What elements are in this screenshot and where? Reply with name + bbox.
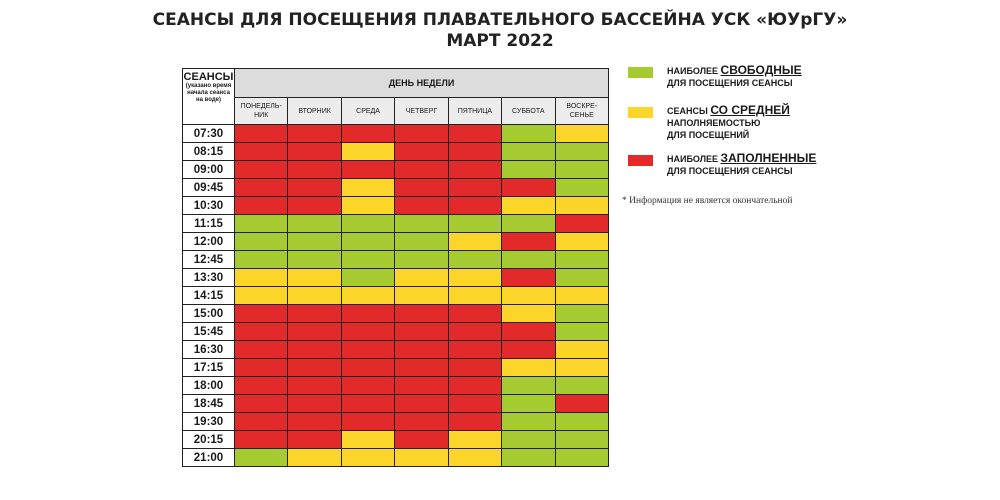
status-cell-red xyxy=(341,395,394,413)
status-cell-red xyxy=(395,323,448,341)
status-cell-green xyxy=(555,449,608,467)
status-cell-red xyxy=(502,323,555,341)
status-cell-red xyxy=(288,125,341,143)
status-cell-green xyxy=(502,413,555,431)
status-cell-red xyxy=(448,197,501,215)
status-cell-green xyxy=(235,449,288,467)
status-cell-green xyxy=(502,251,555,269)
session-time: 13:30 xyxy=(183,269,235,287)
status-cell-yellow xyxy=(235,287,288,305)
header-row xyxy=(183,69,609,98)
status-cell-yellow xyxy=(288,269,341,287)
table-row xyxy=(183,233,609,251)
status-cell-red xyxy=(235,197,288,215)
status-cell-yellow xyxy=(502,287,555,305)
legend-prefix: НАИБОЛЕЕ xyxy=(667,66,721,76)
status-cell-red xyxy=(395,161,448,179)
table-row xyxy=(183,323,609,341)
session-time: 18:45 xyxy=(183,395,235,413)
status-cell-green xyxy=(502,395,555,413)
status-cell-red xyxy=(395,395,448,413)
legend-prefix: СЕАНСЫ xyxy=(667,106,711,116)
status-cell-red xyxy=(341,413,394,431)
status-cell-red xyxy=(502,341,555,359)
legend-text xyxy=(667,152,816,177)
status-cell-green xyxy=(502,161,555,179)
legend-line: НАПОЛНЯЕМОСТЬЮ xyxy=(667,118,761,128)
status-cell-red xyxy=(288,143,341,161)
status-cell-green xyxy=(502,377,555,395)
status-cell-green xyxy=(288,233,341,251)
status-cell-green xyxy=(502,449,555,467)
status-cell-red xyxy=(395,359,448,377)
schedule-table xyxy=(182,68,609,467)
status-cell-red xyxy=(448,413,501,431)
status-cell-green xyxy=(555,323,608,341)
status-cell-red xyxy=(395,413,448,431)
status-cell-red xyxy=(235,161,288,179)
status-cell-red xyxy=(448,359,501,377)
status-cell-red xyxy=(288,197,341,215)
status-cell-red xyxy=(502,179,555,197)
table-row xyxy=(183,287,609,305)
table-row xyxy=(183,305,609,323)
status-cell-red xyxy=(395,377,448,395)
table-row xyxy=(183,377,609,395)
status-cell-red xyxy=(395,431,448,449)
title-line-1: СЕАНСЫ ДЛЯ ПОСЕЩЕНИЯ ПЛАВАТЕЛЬНОГО БАССЕЙНА УСК «ЮУрГУ» xyxy=(152,10,848,30)
status-cell-red xyxy=(288,413,341,431)
status-cell-red xyxy=(395,197,448,215)
status-cell-red xyxy=(555,215,608,233)
status-cell-red xyxy=(395,125,448,143)
status-cell-red xyxy=(288,377,341,395)
status-cell-green xyxy=(341,215,394,233)
status-cell-red xyxy=(288,359,341,377)
status-cell-green xyxy=(502,215,555,233)
status-cell-yellow xyxy=(235,269,288,287)
status-cell-red xyxy=(235,395,288,413)
status-cell-red xyxy=(448,143,501,161)
schedule-body xyxy=(183,125,609,467)
status-cell-red xyxy=(235,341,288,359)
legend-emphasis: ЗАПОЛНЕННЫЕ xyxy=(720,151,817,165)
session-time: 11:15 xyxy=(183,215,235,233)
status-cell-yellow xyxy=(555,125,608,143)
table-row xyxy=(183,251,609,269)
status-cell-red xyxy=(235,125,288,143)
status-cell-yellow xyxy=(555,233,608,251)
status-cell-green xyxy=(555,377,608,395)
session-time: 15:00 xyxy=(183,305,235,323)
status-cell-red xyxy=(288,395,341,413)
status-cell-green xyxy=(555,179,608,197)
status-cell-green xyxy=(555,143,608,161)
day-header: ВОСКРЕ- СЕНЬЕ xyxy=(555,98,608,125)
table-row xyxy=(183,413,609,431)
session-time: 19:30 xyxy=(183,413,235,431)
status-cell-yellow xyxy=(341,431,394,449)
legend-text xyxy=(667,104,790,141)
status-cell-red xyxy=(341,305,394,323)
table-row xyxy=(183,161,609,179)
status-cell-green xyxy=(341,233,394,251)
status-cell-green xyxy=(502,143,555,161)
disclaimer-note: * Информация не является окончательной xyxy=(622,196,793,206)
session-time: 12:00 xyxy=(183,233,235,251)
session-time: 20:15 xyxy=(183,431,235,449)
session-time: 17:15 xyxy=(183,359,235,377)
legend-line: ДЛЯ ПОСЕЩЕНИЯ СЕАНСЫ xyxy=(667,78,793,88)
session-time: 09:45 xyxy=(183,179,235,197)
status-cell-red xyxy=(341,341,394,359)
status-cell-green xyxy=(341,269,394,287)
status-cell-red xyxy=(448,125,501,143)
status-cell-yellow xyxy=(288,449,341,467)
status-cell-green xyxy=(448,215,501,233)
legend-swatch-yellow xyxy=(628,107,653,118)
status-cell-yellow xyxy=(341,287,394,305)
status-cell-red xyxy=(235,323,288,341)
status-cell-yellow xyxy=(448,287,501,305)
session-time: 18:00 xyxy=(183,377,235,395)
status-cell-green xyxy=(288,251,341,269)
status-cell-red xyxy=(288,323,341,341)
status-cell-red xyxy=(395,341,448,359)
status-cell-yellow xyxy=(341,143,394,161)
status-cell-yellow xyxy=(341,179,394,197)
table-row xyxy=(183,449,609,467)
table-row xyxy=(183,125,609,143)
status-cell-yellow xyxy=(395,449,448,467)
session-time: 16:30 xyxy=(183,341,235,359)
status-cell-red xyxy=(448,323,501,341)
legend-emphasis: СО СРЕДНЕЙ xyxy=(710,103,790,117)
status-cell-yellow xyxy=(555,359,608,377)
status-cell-red xyxy=(288,341,341,359)
status-cell-red xyxy=(341,323,394,341)
status-cell-red xyxy=(395,305,448,323)
legend-text xyxy=(667,64,802,89)
status-cell-green xyxy=(555,269,608,287)
status-cell-yellow xyxy=(341,449,394,467)
status-cell-yellow xyxy=(288,287,341,305)
status-cell-red xyxy=(235,431,288,449)
status-cell-green xyxy=(555,305,608,323)
day-header: СРЕДА xyxy=(341,98,394,125)
table-row xyxy=(183,431,609,449)
status-cell-green xyxy=(555,161,608,179)
status-cell-green xyxy=(502,125,555,143)
table-row xyxy=(183,269,609,287)
status-cell-green xyxy=(555,431,608,449)
status-cell-yellow xyxy=(502,305,555,323)
status-cell-red xyxy=(235,143,288,161)
table-row xyxy=(183,395,609,413)
table-row xyxy=(183,179,609,197)
status-cell-red xyxy=(448,179,501,197)
status-cell-green xyxy=(555,251,608,269)
status-cell-yellow xyxy=(341,197,394,215)
status-cell-red xyxy=(235,359,288,377)
session-time: 15:45 xyxy=(183,323,235,341)
status-cell-red xyxy=(235,179,288,197)
status-cell-green xyxy=(448,251,501,269)
table-row xyxy=(183,359,609,377)
status-cell-red xyxy=(502,269,555,287)
legend-swatch-red xyxy=(628,155,653,166)
session-time: 09:00 xyxy=(183,161,235,179)
day-header: ПЯТНИЦА xyxy=(448,98,501,125)
session-time: 21:00 xyxy=(183,449,235,467)
session-time: 14:15 xyxy=(183,287,235,305)
status-cell-yellow xyxy=(502,359,555,377)
status-cell-yellow xyxy=(502,197,555,215)
legend-swatch-green xyxy=(628,67,653,78)
session-time: 08:15 xyxy=(183,143,235,161)
session-time: 07:30 xyxy=(183,125,235,143)
status-cell-red xyxy=(341,359,394,377)
days-header: ДЕНЬ НЕДЕЛИ xyxy=(235,69,609,98)
status-cell-red xyxy=(341,377,394,395)
status-cell-green xyxy=(235,233,288,251)
day-header: ВТОРНИК xyxy=(288,98,341,125)
status-cell-green xyxy=(395,251,448,269)
page-title xyxy=(0,10,1000,52)
status-cell-green xyxy=(502,431,555,449)
sessions-header-title: СЕАНСЫ xyxy=(183,71,234,83)
status-cell-red xyxy=(555,395,608,413)
sessions-header-note: (указано время начала сеанса на воде) xyxy=(185,83,232,103)
day-header: ПОНЕДЕЛЬ- НИК xyxy=(235,98,288,125)
status-cell-yellow xyxy=(555,287,608,305)
table-row xyxy=(183,143,609,161)
sessions-header xyxy=(183,69,235,125)
status-cell-red xyxy=(448,305,501,323)
session-time: 10:30 xyxy=(183,197,235,215)
day-header: ЧЕТВЕРГ xyxy=(395,98,448,125)
status-cell-yellow xyxy=(448,431,501,449)
status-cell-red xyxy=(235,377,288,395)
status-cell-yellow xyxy=(395,269,448,287)
status-cell-red xyxy=(502,233,555,251)
status-cell-yellow xyxy=(395,287,448,305)
status-cell-red xyxy=(288,305,341,323)
status-cell-red xyxy=(448,377,501,395)
status-cell-red xyxy=(341,125,394,143)
status-cell-yellow xyxy=(448,449,501,467)
legend-emphasis: СВОБОДНЫЕ xyxy=(720,63,802,77)
status-cell-green xyxy=(235,251,288,269)
title-line-2: МАРТ 2022 xyxy=(446,31,554,51)
table-row xyxy=(183,197,609,215)
table-row xyxy=(183,341,609,359)
status-cell-red xyxy=(288,161,341,179)
status-cell-green xyxy=(395,215,448,233)
status-cell-red xyxy=(235,413,288,431)
status-cell-green xyxy=(235,215,288,233)
status-cell-red xyxy=(448,395,501,413)
table-row xyxy=(183,215,609,233)
legend-line: ДЛЯ ПОСЕЩЕНИЙ xyxy=(667,130,750,140)
legend-prefix: НАИБОЛЕЕ xyxy=(667,154,721,164)
status-cell-green xyxy=(341,251,394,269)
status-cell-red xyxy=(448,341,501,359)
status-cell-yellow xyxy=(448,233,501,251)
status-cell-green xyxy=(555,413,608,431)
status-cell-red xyxy=(395,179,448,197)
status-cell-red xyxy=(235,305,288,323)
session-time: 12:45 xyxy=(183,251,235,269)
status-cell-green xyxy=(395,233,448,251)
status-cell-yellow xyxy=(448,269,501,287)
status-cell-yellow xyxy=(555,197,608,215)
status-cell-green xyxy=(288,215,341,233)
day-header: СУББОТА xyxy=(502,98,555,125)
legend-line: ДЛЯ ПОСЕЩЕНИЯ СЕАНСЫ xyxy=(667,166,793,176)
status-cell-yellow xyxy=(555,341,608,359)
status-cell-red xyxy=(341,161,394,179)
status-cell-red xyxy=(288,431,341,449)
status-cell-red xyxy=(448,161,501,179)
days-row xyxy=(183,98,609,125)
status-cell-red xyxy=(288,179,341,197)
status-cell-red xyxy=(395,143,448,161)
